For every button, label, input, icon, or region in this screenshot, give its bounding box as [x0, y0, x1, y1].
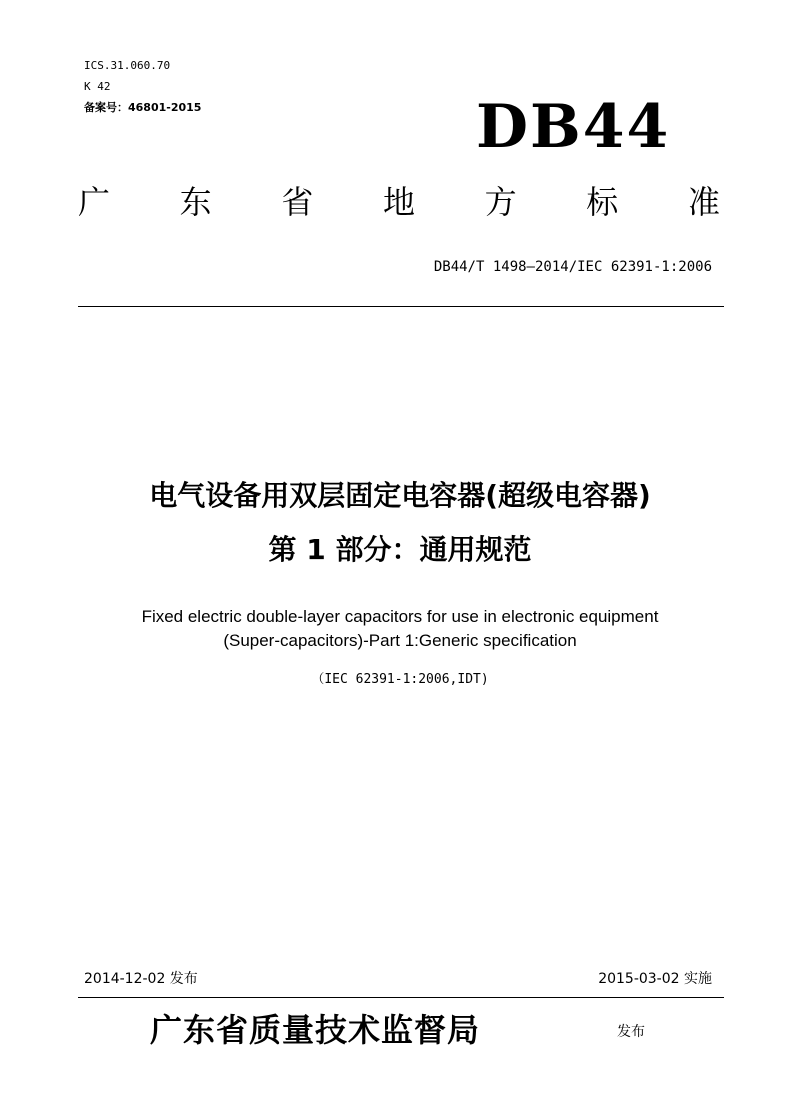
standard-type-char: 方: [484, 183, 517, 221]
standard-type-char: 准: [687, 183, 720, 221]
issue-label: 发布: [617, 1024, 645, 1040]
top-divider: [78, 306, 724, 307]
standard-type: [78, 182, 720, 222]
standard-type-char: 地: [382, 183, 415, 221]
bottom-divider: [78, 997, 724, 998]
ccs-code: K 42: [84, 80, 111, 93]
chinese-title-line1: 电气设备用双层固定电容器(超级电容器): [149, 479, 651, 512]
standard-type-char: 广: [78, 183, 111, 221]
english-title-line1: Fixed electric double-layer capacitors for use in electronic equipment: [141, 607, 659, 626]
ics-code: ICS.31.060.70: [84, 59, 171, 72]
standard-logo: DB44: [476, 92, 671, 162]
implement-date: 2015-03-02 实施: [598, 971, 712, 987]
english-title-line2: (Super-capacitors)-Part 1:Generic specification: [223, 631, 577, 650]
equivalence-note: （IEC 62391-1:2006,IDT): [311, 672, 489, 687]
standard-type-char: 省: [281, 183, 314, 221]
record-number: 备案号：46801-2015: [84, 101, 202, 114]
standard-type-char: 标: [586, 183, 619, 221]
chinese-title-line2: 第 1 部分：通用规范: [268, 533, 532, 566]
publish-date: 2014-12-02 发布: [84, 971, 198, 987]
standard-type-char: 东: [179, 183, 212, 221]
issuing-authority: 广东省质量技术监督局: [150, 1011, 481, 1049]
standard-number: DB44/T 1498—2014/IEC 62391-1:2006: [433, 259, 712, 275]
